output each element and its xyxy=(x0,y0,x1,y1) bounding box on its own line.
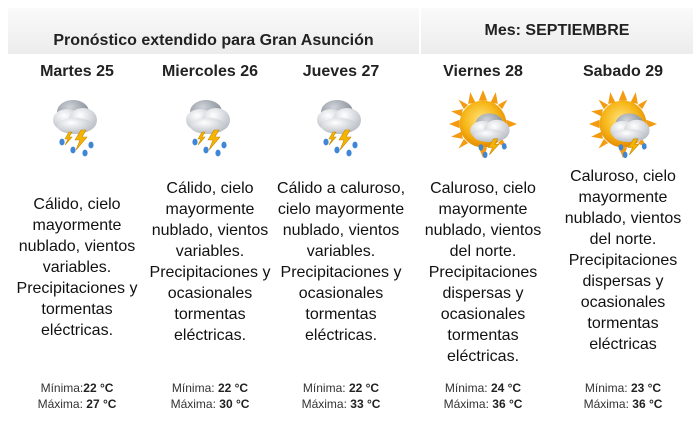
day-column-wednesday xyxy=(145,58,275,418)
min-label: Mínima: xyxy=(171,381,215,395)
min-label: Mínima: xyxy=(302,381,346,395)
day-name: Jueves 27 xyxy=(302,63,380,80)
min-temp: 22 °C xyxy=(348,381,380,395)
min-label: Mínima: xyxy=(444,381,488,395)
min-temp: 23 °C xyxy=(630,381,662,395)
day-name: Viernes 28 xyxy=(443,63,523,80)
day-name: Martes 25 xyxy=(40,63,114,80)
forecast-title: Pronóstico extendido para Gran Asunción xyxy=(53,32,374,49)
min-label: Mínima: xyxy=(40,381,84,395)
storm-cloud-icon xyxy=(311,90,371,158)
day-temperatures xyxy=(413,380,553,412)
storm-cloud-icon xyxy=(47,90,107,158)
day-temperatures xyxy=(12,380,142,412)
max-label: Máxima: xyxy=(170,397,216,411)
sun-storm-icon xyxy=(589,90,657,158)
min-temp: 22 °C xyxy=(83,381,114,395)
max-temp: 36 °C xyxy=(632,397,663,411)
day-column-thursday xyxy=(275,58,407,418)
max-temp: 36 °C xyxy=(492,397,523,411)
max-label: Máxima: xyxy=(443,397,489,411)
month-label: Mes: SEPTIEMBRE xyxy=(484,22,630,39)
max-label: Máxima: xyxy=(583,397,629,411)
day-column-tuesday xyxy=(12,58,142,418)
day-column-friday xyxy=(413,58,553,418)
day-name: Miercoles 26 xyxy=(161,63,259,80)
min-label: Mínima: xyxy=(584,381,628,395)
max-label: Máxima: xyxy=(301,397,347,411)
day-temperatures xyxy=(145,380,275,412)
storm-cloud-icon xyxy=(180,90,240,158)
day-column-saturday xyxy=(553,58,693,418)
min-temp: 24 °C xyxy=(490,381,522,395)
max-temp: 33 °C xyxy=(350,397,381,411)
max-temp: 30 °C xyxy=(219,397,250,411)
day-temperatures xyxy=(553,380,693,412)
day-description: Cálido a caluroso, cielo mayormente nublado, vientos variables. Precipitaciones y ocasionales tormentas eléctricas. xyxy=(276,180,406,344)
max-label: Máxima: xyxy=(37,397,83,411)
day-temperatures xyxy=(275,380,407,412)
day-description: Caluroso, cielo mayormente nublado, vientos del norte. Precipitaciones dispersas y ocasionales tormentas eléctricas xyxy=(564,168,682,353)
day-name: Sabado 29 xyxy=(582,63,664,80)
day-description: Cálido, cielo mayormente nublado, vientos variables. Precipitaciones y tormentas eléctricas. xyxy=(16,196,138,339)
day-description: Cálido, cielo mayormente nublado, vientos variables. Precipitaciones y ocasionales tormentas eléctricas. xyxy=(149,180,271,344)
min-temp: 22 °C xyxy=(217,381,249,395)
day-description: Caluroso, cielo mayormente nublado, vientos del norte. Precipitaciones dispersas y ocasionales tormentas eléctricas. xyxy=(424,180,542,365)
sun-storm-icon xyxy=(449,90,517,158)
max-temp: 27 °C xyxy=(86,397,117,411)
